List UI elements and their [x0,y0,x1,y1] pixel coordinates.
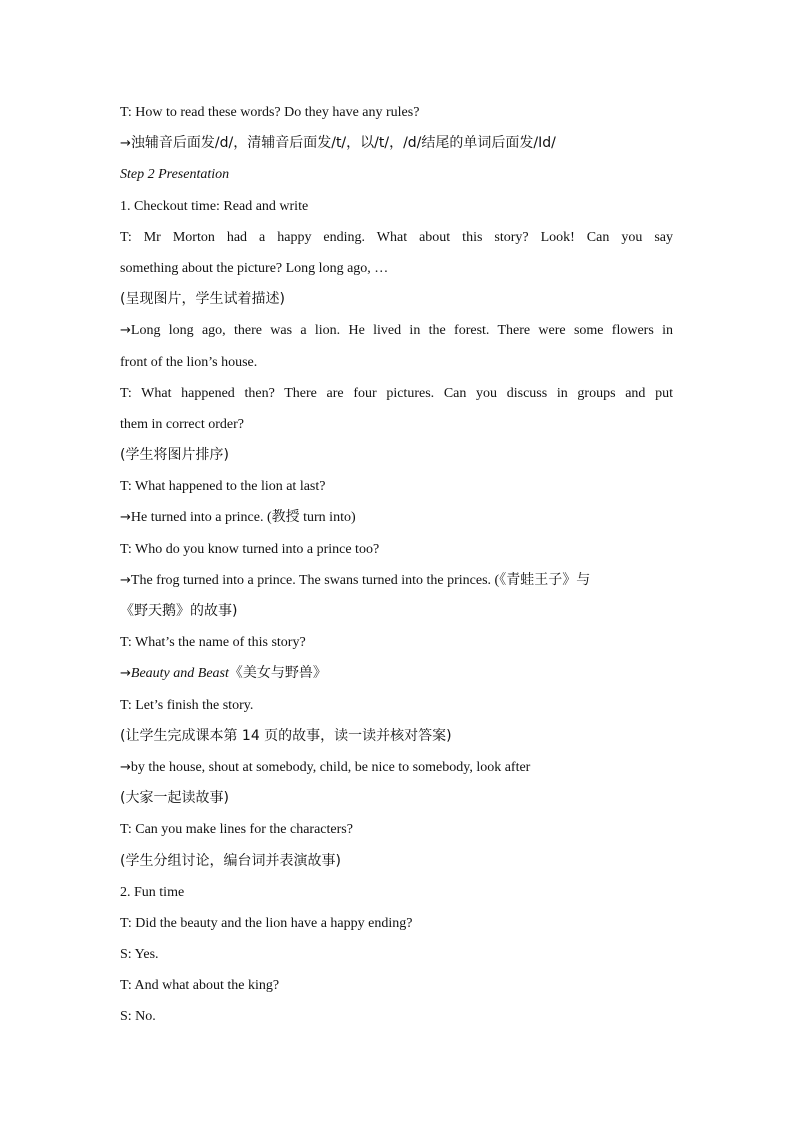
subsection-heading [120,877,673,908]
line-text: T: What’s the name of this story? [120,635,306,651]
line-text: 2. Fun time [120,884,185,900]
line-text: T: Let’s finish the story. [120,697,254,713]
arrow-icon: → [120,759,131,775]
teacher-line [120,471,673,502]
answer-line [120,502,673,533]
instruction-note [120,846,673,877]
line-text: (呈现图片，学生试着描述) [120,291,285,308]
teacher-line [120,908,673,939]
line-text: T: And what about the king? [120,978,280,994]
answer-line-continued [120,347,673,378]
section-heading [120,159,673,190]
story-title-english: Beauty and Beast [130,666,229,682]
teacher-line-continued [120,409,673,440]
answer-line [120,128,673,159]
arrow-icon: → [120,572,131,588]
instruction-note [120,721,673,752]
line-text: S: Yes. [120,947,159,963]
story-title-chinese: 《美女与野兽》 [228,665,327,682]
instruction-note [120,440,673,471]
line-text: The frog turned into a prince. The swans turned into the princes. (《青蛙王子》与 [130,572,591,588]
answer-line [120,658,673,689]
line-text: T: What happened to the lion at last? [120,479,326,495]
line-text: 《野天鹅》的故事) [120,603,238,619]
line-text: S: No. [120,1009,156,1025]
instruction-note [120,783,673,814]
teacher-line [120,690,673,721]
subsection-heading [120,191,673,222]
teacher-question-line [120,97,673,128]
line-text: Long long ago, there was a lion. He lived in the forest. There were some flowers in [130,323,673,339]
line-text: T: Who do you know turned into a prince too? [120,541,380,557]
document-body [120,97,673,1033]
line-text: something about the picture? Long long ago, … [120,260,389,276]
teacher-line [120,970,673,1001]
student-line [120,939,673,970]
line-text: them in correct order? [120,416,244,432]
line-text: T: Did the beauty and the lion have a happy ending? [120,915,413,931]
line-text: T: How to read these words? Do they have any rules? [120,105,420,120]
arrow-icon: → [120,510,131,526]
teacher-line [120,534,673,565]
teacher-line-continued [120,253,673,284]
line-text: (学生将图片排序) [120,447,229,464]
instruction-note [120,284,673,315]
answer-line [120,752,673,783]
answer-line [120,565,673,596]
student-line [120,1001,673,1032]
answer-line-continued [120,596,673,627]
line-text: T: Mr Morton had a happy ending. What about this story? Look! Can you say [120,229,673,245]
line-text: 浊辅音后面发/d/，清辅音后面发/t/，以/t/，/d/结尾的单词后面发/Id/ [130,135,556,152]
line-text: Step 2 Presentation [120,167,230,183]
arrow-icon: → [120,323,131,339]
arrow-icon: → [120,666,131,682]
teacher-line [120,222,673,253]
line-text: front of the lion’s house. [120,354,258,370]
line-text: T: What happened then? There are four pictures. Can you discuss in groups and put [120,385,673,401]
teacher-line [120,627,673,658]
line-text: by the house, shout at somebody, child, be nice to somebody, look after [130,759,531,775]
line-text: (让学生完成课本第 14 页的故事，读一读并核对答案) [120,727,452,744]
line-text: (学生分组讨论，编台词并表演故事) [120,852,341,869]
line-text: T: Can you make lines for the characters? [120,822,353,838]
line-text: (大家一起读故事) [120,790,229,807]
line-text: He turned into a prince. (教授 turn into) [130,510,356,526]
line-text: 1. Checkout time: Read and write [120,198,309,214]
arrow-icon: → [120,136,131,152]
teacher-line [120,378,673,409]
answer-line [120,315,673,346]
teacher-line [120,814,673,845]
